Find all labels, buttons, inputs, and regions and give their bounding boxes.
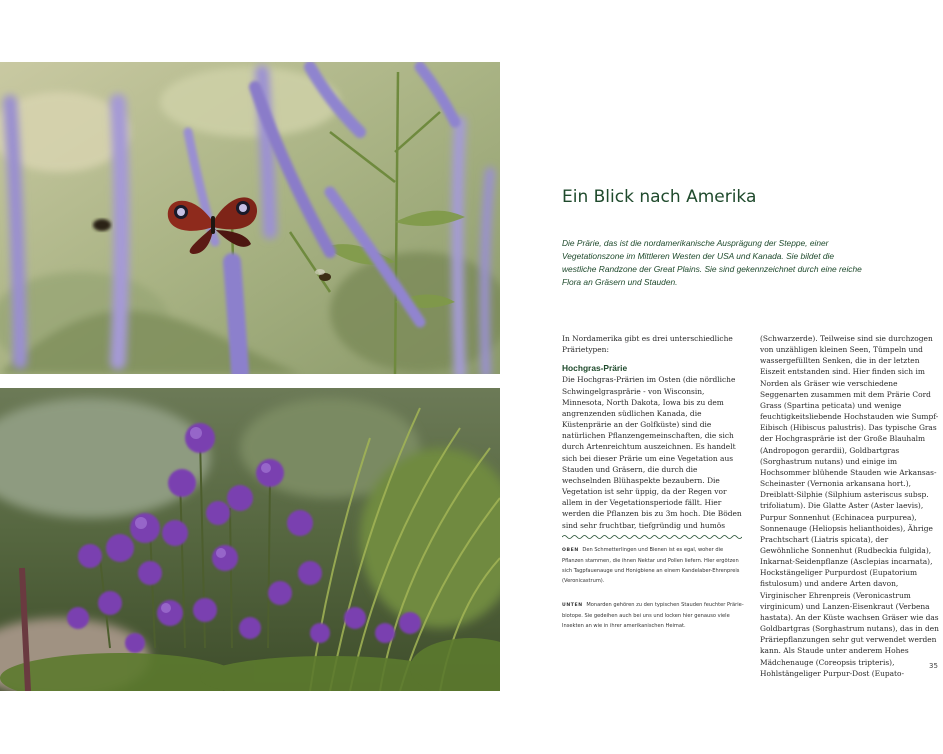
caption-bottom-label: UNTEN	[562, 603, 583, 608]
body-column-left	[562, 333, 742, 531]
caption-top-text: Den Schmetterlingen und Bienen ist es egal, woher die Pflanzen stammen, die ihnen Nektar und Pollen liefern. Hier ergötzen sich Tagpfauenauge und Honigbiene an einem Kandelaber-Ehrenpreis (Veronicastrum).	[562, 547, 740, 584]
caption-bottom-text: Monarden gehören zu den typischen Stauden feuchter Präriebiotope. Sie gedeihen auch bei uns und locken hier genauso viele Insekten an wie in ihrer amerikanischen Heimat.	[562, 602, 744, 629]
body-paragraph-left: Die Hochgras-Prärien im Osten (die nördliche Schwingelgrasprärie - von Wisconsin, Minnesota, North Dakota, Iowa bis zu dem angrenzenden südlichen Kanada, die Küstenprärie an der Golfküste) sind die natürlichen Pflanzengemeinschaften, die sich durch Artenreichtum auszeichnen. Es handelt sich bei dieser Prärie um eine Vegetation aus Stauden und Gräsern, die durch die wechselnden Blühaspekte bezaubern. Die Vegetation ist sehr üppig, da der Regen vor allem in der Vegetationsperiode fällt. Hier werden die Pflanzen bis zu 3m hoch. Die Böden sind sehr fruchtbar, tiefgründig und humös	[562, 375, 742, 530]
section-subhead: Hochgras-Prärie	[562, 363, 628, 374]
caption-top	[562, 545, 744, 586]
caption-bottom	[562, 600, 744, 631]
lead-paragraph: In Nordamerika gibt es drei unterschiedliche Prärietypen:	[562, 334, 733, 355]
body-paragraph-right: (Schwarzerde). Teilweise sind sie durchzogen von unzähligen kleinen Seen, Tümpeln und wassergefüllten Senken, die in der letzten Eiszeit entstanden sind. Hier finden sich im Norden als Gräser wie verschiedene Seggenarten zusammen mit dem Prärie Cord Grass (Spartina peticata) und wenige feuchtigkeitsliebende Hochstauden wie Sumpf-Eibisch (Hibiscus palustris). Das typische Gras der Hochgrasprärie ist der Große Blauhalm (Andropogon gerardii), Goldbartgras (Sorghastrum nutans) und einige im Hochsommer blühende Stauden wie Arkansas-Scheinaster (Vernonia arkansana hort.), Dreiblatt-Silphie (Silphium asteriscus subsp. trifoliatum). Die Glatte Aster (Aster laevis), Purpur Sonnenhut (Echinacea purpurea), Sonnenauge (Heliopsis helianthoides), Ährige Prachtschart (Liatris spicata), der Gewöhnliche Sonnenhut (Rudbeckia fulgida), Inkarnat-Seidenpflanze (Asclepias incarnata), Hockstängeliger Purpurdost (Eupatorium fistulosum) und andere Arten davon, Virginischer Ehrenpreis (Veronicastrum virginicum) und Lanzen-Eisenkraut (Verbena hastata). An der Küste wachsen Gräser wie das Goldbartgras (Sorghastrum nutans), das in den Präriepflanzungen sehr gut verwendet werden kann. Als Staude unter anderem Hohes Mädchenauge (Coreopsis tripteris), Hohlstängeliger Purpur-Dost (Eupato-	[760, 334, 939, 678]
butterfly-on-veronicastrum-photo	[0, 62, 500, 374]
page-title: Ein Blick nach Amerika	[562, 187, 757, 207]
caption-top-label: OBEN	[562, 548, 579, 553]
intro-paragraph: Die Prärie, das ist die nordamerikanische Ausprägung der Steppe, einer Vegetationszone im Mittleren Westen der USA und Kanada. Sie bildet die westliche Randzone der Great Plains. Sie sind gekennzeichnet durch eine reiche Flora an Gräsern und Stauden.	[562, 238, 862, 288]
page-number: 35	[929, 662, 938, 670]
body-column-right	[760, 333, 939, 679]
wave-divider	[562, 534, 742, 540]
purple-monarda-flowers-photo	[0, 388, 500, 691]
